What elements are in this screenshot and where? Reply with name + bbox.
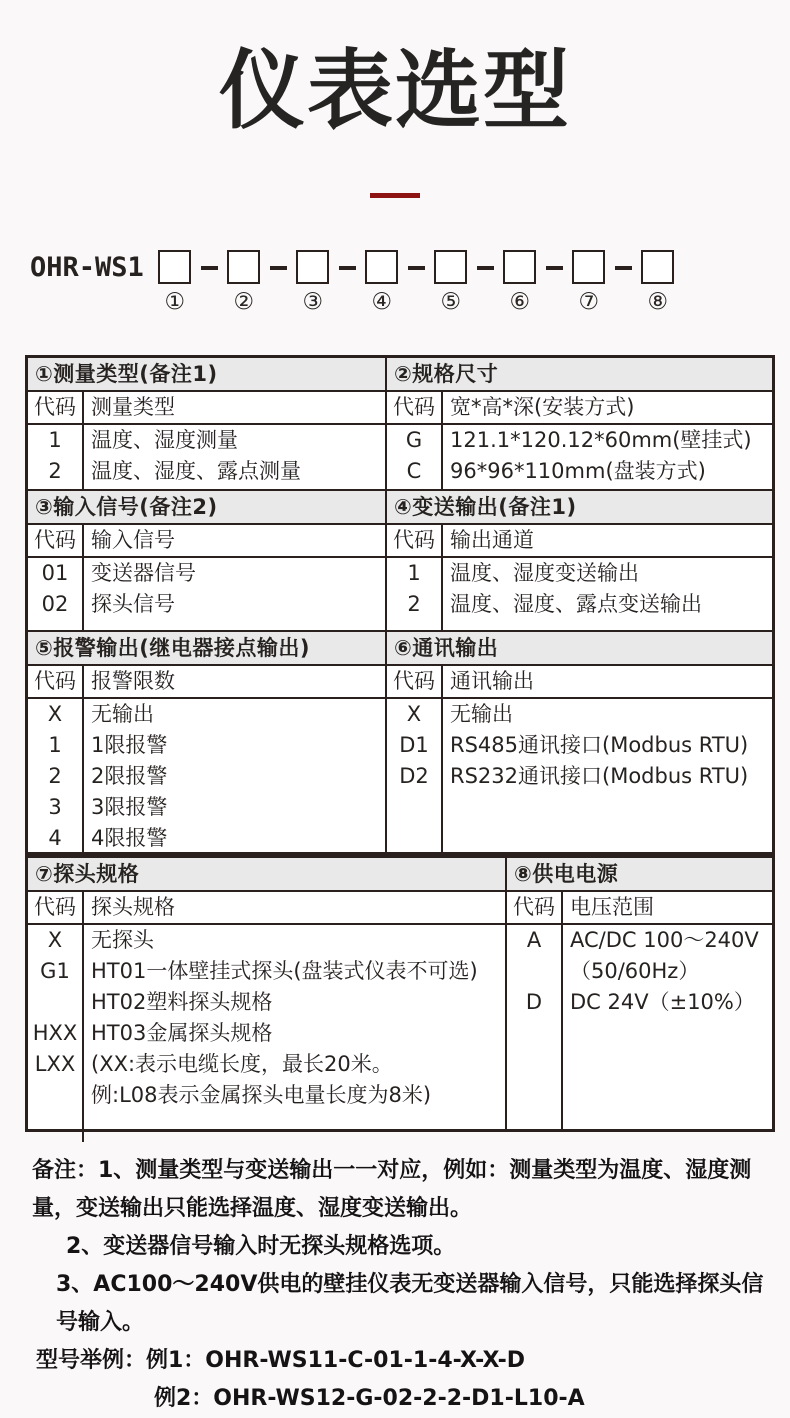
model-code-diagram — [30, 250, 790, 315]
selection-table-bottom — [25, 855, 775, 1132]
column-header-row — [28, 392, 385, 425]
desc-cell: 例:L08表示金属探头电量长度为8米) — [91, 1082, 432, 1107]
section-header: ⑧供电电源 — [507, 858, 772, 892]
code-column-header: 代码 — [387, 525, 443, 556]
section-body — [28, 666, 385, 885]
code-cell: HXX — [28, 1018, 84, 1049]
code-cell: C — [387, 456, 443, 487]
section-power-supply — [507, 858, 772, 1129]
desc-cell: 96*96*110mm(盘装方式) — [450, 458, 706, 483]
model-code-box-3 — [296, 250, 329, 284]
code-cell: 3 — [28, 792, 84, 823]
table-row — [28, 925, 505, 956]
position-number-7: ⑦ — [578, 288, 600, 315]
model-position-5 — [434, 250, 468, 315]
model-position-2 — [227, 250, 261, 315]
section-header: ⑦探头规格 — [28, 858, 505, 892]
section-alarm-output — [28, 632, 385, 852]
code-cell: X — [387, 699, 443, 730]
dash-separator — [201, 266, 218, 270]
desc-cell: 探头信号 — [91, 591, 175, 616]
table-row — [387, 589, 772, 620]
model-code-box-7 — [572, 250, 605, 284]
column-header-row — [387, 666, 772, 699]
dash-separator — [339, 266, 356, 270]
code-cell: 2 — [387, 589, 443, 620]
code-column-header: 代码 — [28, 892, 84, 923]
code-column-header: 代码 — [28, 392, 84, 423]
code-cell — [28, 987, 84, 1018]
desc-cell: HT01一体壁挂式探头(盘装式仪表不可选) — [91, 958, 478, 983]
section-body — [507, 892, 772, 1129]
desc-cell: HT02塑料探头规格 — [91, 989, 273, 1014]
title-underline-bar — [370, 193, 420, 198]
code-cell: LXX — [28, 1049, 84, 1080]
desc-cell: HT03金属探头规格 — [91, 1020, 273, 1045]
desc-column-header: 探头规格 — [91, 894, 175, 919]
code-cell: 02 — [28, 589, 84, 620]
desc-cell: 3限报警 — [91, 794, 168, 819]
note-2: 2、变送器信号输入时无探头规格选项。 — [66, 1233, 456, 1259]
column-header-row — [28, 525, 385, 558]
model-code-box-6 — [503, 250, 536, 284]
desc-column-header: 报警限数 — [91, 668, 175, 693]
code-cell: 2 — [28, 456, 84, 487]
column-header-row — [507, 892, 772, 925]
desc-column-header: 输出通道 — [450, 527, 534, 552]
position-number-6: ⑥ — [509, 288, 531, 315]
model-example-2: 例2：OHR-WS12-G-02-2-2-D1-L10-A — [154, 1385, 585, 1411]
desc-cell: 121.1*120.12*60mm(壁挂式) — [450, 427, 752, 452]
code-cell: 1 — [28, 730, 84, 761]
desc-cell: 温度、湿度、露点变送输出 — [450, 591, 702, 616]
table-row — [387, 425, 772, 456]
table-row — [28, 699, 385, 730]
model-code-box-5 — [434, 250, 467, 284]
table-row — [28, 761, 385, 792]
desc-column-header: 测量类型 — [91, 394, 175, 419]
code-cell: 2 — [28, 761, 84, 792]
code-cell — [28, 1080, 84, 1111]
table-row — [28, 792, 385, 823]
model-prefix: OHR-WS1 — [30, 251, 144, 283]
code-cell: 1 — [28, 425, 84, 456]
model-example-1: 型号举例：例1：OHR-WS11-C-01-1-4-X-X-D — [36, 1347, 526, 1373]
desc-cell: AC/DC 100～240V — [570, 927, 759, 952]
model-position-7 — [572, 250, 606, 315]
code-cell-empty — [28, 1111, 84, 1142]
desc-column-header: 输入信号 — [91, 527, 175, 552]
section-header: ②规格尺寸 — [387, 358, 772, 392]
table-row — [387, 730, 772, 761]
desc-cell: 温度、湿度测量 — [91, 427, 238, 452]
code-column-header: 代码 — [387, 666, 443, 697]
code-column-header: 代码 — [28, 525, 84, 556]
desc-cell: 无探头 — [91, 927, 154, 952]
note-1: 备注：1、测量类型与变送输出一一对应，例如：测量类型为温度、湿度测量，变送输出只能选择温度、湿度变送输出。 — [32, 1157, 752, 1221]
desc-column-header: 宽*高*深(安装方式) — [450, 394, 635, 419]
section-header: ⑥通讯输出 — [387, 632, 772, 666]
selection-table-top — [25, 355, 775, 855]
position-number-5: ⑤ — [440, 288, 462, 315]
code-column-header: 代码 — [507, 892, 563, 923]
filler-row — [507, 1018, 772, 1129]
section-transmit-output — [387, 491, 772, 630]
code-cell: D1 — [387, 730, 443, 761]
dash-separator — [408, 266, 425, 270]
section-header: ①测量类型(备注1) — [28, 358, 385, 392]
desc-cell-empty — [563, 1018, 772, 1129]
desc-cell: 温度、湿度变送输出 — [450, 560, 639, 585]
position-number-8: ⑧ — [647, 288, 669, 315]
section-input-signal — [28, 491, 385, 630]
column-header-row — [387, 392, 772, 425]
code-cell-empty — [387, 792, 443, 852]
column-header-row — [28, 892, 505, 925]
desc-cell: 2限报警 — [91, 763, 168, 788]
model-position-4 — [365, 250, 399, 315]
model-position-3 — [296, 250, 330, 315]
table-row — [387, 456, 772, 487]
code-cell: D — [507, 987, 563, 1018]
dash-separator — [270, 266, 287, 270]
table-row — [507, 925, 772, 956]
desc-column-header: 电压范围 — [570, 894, 654, 919]
model-code-box-1 — [158, 250, 191, 284]
table-row — [387, 558, 772, 589]
desc-cell: (XX:表示电缆长度，最长20米。 — [91, 1051, 393, 1076]
position-number-2: ② — [233, 288, 255, 315]
section-header: ⑤报警输出(继电器接点输出) — [28, 632, 385, 666]
code-cell: X — [28, 699, 84, 730]
model-code-box-2 — [227, 250, 260, 284]
table-row — [28, 1080, 505, 1111]
code-cell: G — [387, 425, 443, 456]
section-header: ③输入信号(备注2) — [28, 491, 385, 525]
table-row — [28, 558, 385, 589]
table-row — [28, 1018, 505, 1049]
notes-block — [24, 1152, 768, 1418]
desc-cell: （50/60Hz） — [570, 958, 700, 983]
code-cell — [507, 956, 563, 987]
section-dimensions — [387, 358, 772, 489]
section-body — [387, 666, 772, 852]
filler-row — [387, 792, 772, 852]
code-cell: 1 — [387, 558, 443, 589]
desc-cell-empty — [443, 792, 772, 852]
dash-separator — [546, 266, 563, 270]
code-cell: D2 — [387, 761, 443, 792]
filler-row — [28, 1111, 505, 1142]
code-column-header: 代码 — [387, 392, 443, 423]
desc-cell: 无输出 — [91, 701, 154, 726]
table-row — [507, 987, 772, 1018]
table-row — [28, 987, 505, 1018]
section-body — [28, 892, 505, 1142]
desc-cell: 1限报警 — [91, 732, 168, 757]
desc-cell: 无输出 — [450, 701, 513, 726]
position-number-4: ④ — [371, 288, 393, 315]
model-position-8 — [641, 250, 675, 315]
desc-cell: DC 24V（±10%） — [570, 989, 755, 1014]
desc-column-header: 通讯输出 — [450, 668, 534, 693]
code-cell: 01 — [28, 558, 84, 589]
table-row — [28, 589, 385, 620]
note-3: 3、AC100～240V供电的壁挂仪表无变送器输入信号，只能选择探头信号输入。 — [56, 1271, 764, 1335]
dash-separator — [477, 266, 494, 270]
code-cell-empty — [507, 1018, 563, 1129]
desc-cell: RS232通讯接口(Modbus RTU) — [450, 763, 749, 788]
table-row — [28, 1049, 505, 1080]
table-row — [28, 823, 385, 854]
code-cell: A — [507, 925, 563, 956]
section-measure-type — [28, 358, 385, 489]
desc-cell-empty — [84, 1111, 505, 1142]
code-cell: 4 — [28, 823, 84, 854]
table-row — [28, 456, 385, 487]
table-row — [28, 956, 505, 987]
model-position-6 — [503, 250, 537, 315]
section-header: ④变送输出(备注1) — [387, 491, 772, 525]
table-row — [28, 425, 385, 456]
table-row — [28, 730, 385, 761]
section-comm-output — [387, 632, 772, 852]
page-title: 仪表选型 — [219, 41, 571, 141]
table-row — [387, 699, 772, 730]
table-row — [507, 956, 772, 987]
dash-separator — [615, 266, 632, 270]
model-position-1 — [158, 250, 192, 315]
code-cell: G1 — [28, 956, 84, 987]
code-column-header: 代码 — [28, 666, 84, 697]
desc-cell: 4限报警 — [91, 825, 168, 850]
section-probe-spec — [28, 858, 505, 1129]
desc-cell: 温度、湿度、露点测量 — [91, 458, 301, 483]
model-code-box-8 — [641, 250, 674, 284]
desc-cell: RS485通讯接口(Modbus RTU) — [450, 732, 749, 757]
model-code-box-4 — [365, 250, 398, 284]
column-header-row — [387, 525, 772, 558]
position-number-3: ③ — [302, 288, 324, 315]
code-cell: X — [28, 925, 84, 956]
column-header-row — [28, 666, 385, 699]
desc-cell: 变送器信号 — [91, 560, 196, 585]
table-row — [387, 761, 772, 792]
position-number-1: ① — [164, 288, 186, 315]
